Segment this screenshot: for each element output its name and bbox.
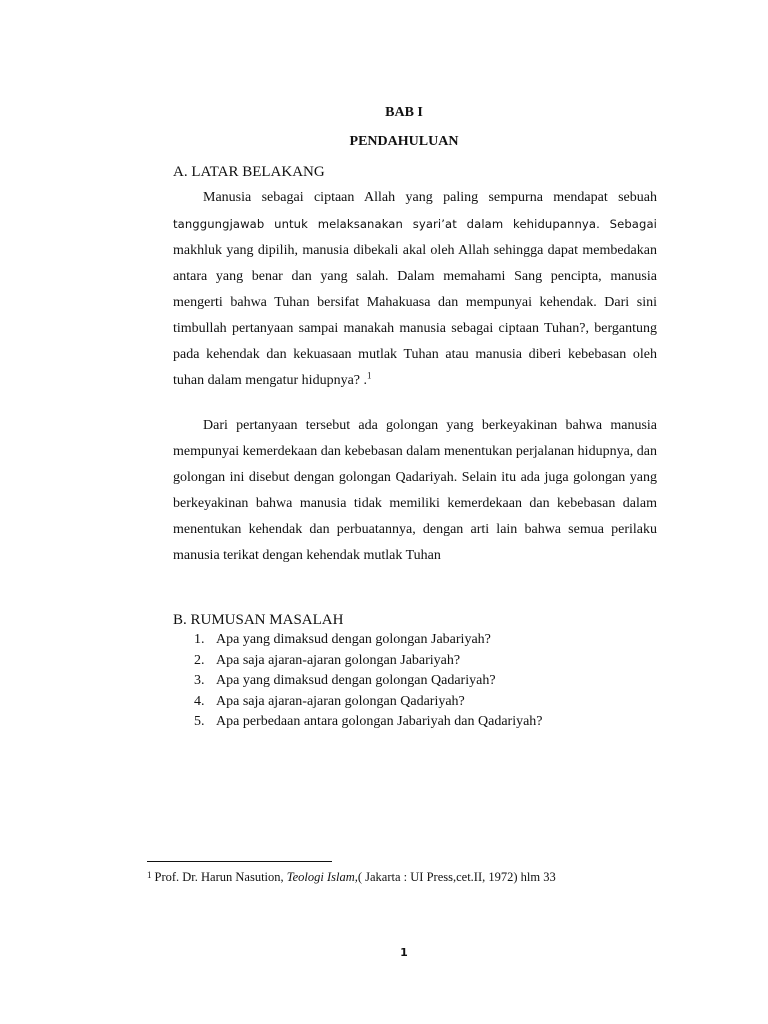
section-a-heading: A. LATAR BELAKANG (173, 164, 325, 180)
list-item-text: Apa saja ajaran-ajaran golongan Qadariyah? (216, 693, 465, 709)
paragraph-1 (173, 185, 657, 394)
footnote-title: Teologi Islam, (286, 870, 358, 884)
list-item (194, 712, 543, 733)
list-item-text: Apa perbedaan antara golongan Jabariyah dan Qadariyah? (216, 714, 543, 729)
list-item-text: Apa saja ajaran-ajaran golongan Jabariyah? (216, 652, 461, 668)
list-item-number: 1. (194, 632, 205, 647)
paragraph-2-text: Dari pertanyaan tersebut ada golongan yang berkeyakinan bahwa manusia mempunyai kemerdekaan dan kebebasan dalam menentukan perjalanan hidupnya, dan golongan ini disebut dengan golongan Qadariyah. Selain itu ada juga golongan yang berkeyakinan bahwa manusia tidak memiliki kemerdekaan dan kebebasan dalam menentukan kehendak dan perbuatannya, dengan arti lain bahwa semua perilaku manusia terikat dengan kehendak mutlak Tuhan (173, 418, 657, 563)
list-item-number: 5. (194, 714, 205, 729)
footnote (147, 870, 556, 885)
list-item-number: 4. (194, 693, 205, 709)
paragraph-1-mono-line: tanggungjawab untuk melaksanakan syari’at dalam kehidupannya. Sebagai (173, 217, 657, 231)
footnote-divider (147, 861, 332, 862)
section-b-heading: B. RUMUSAN MASALAH (173, 612, 344, 628)
footnote-reference: 1 (367, 370, 372, 381)
footnote-publication: ( Jakarta : UI Press,cet.II, 1972) hlm 33 (357, 870, 556, 884)
paragraph-1-start: Manusia sebagai ciptaan Allah yang paling sempurna mendapat sebuah (203, 190, 657, 205)
list-item-number: 3. (194, 673, 205, 688)
list-item-number: 2. (194, 652, 205, 668)
paragraph-2 (173, 413, 657, 569)
page-number: 1 (400, 946, 408, 959)
paragraph-1-rest: makhluk yang dipilih, manusia dibekali akal oleh Allah sehingga dapat membedakan antara yang benar dan yang salah. Dalam memahami Sang pencipta, manusia mengerti bahwa Tuhan bersifat Mahakuasa dan mempunyai kehendak. Dari sini timbullah pertanyaan sampai manakah manusia sebagai ciptaan Tuhan?, bergantung pada kehendak dan kekuasaan mutlak Tuhan atau manusia diberi kebebasan oleh tuhan dalam mengatur hidupnya? . (173, 243, 657, 388)
footnote-author: Prof. Dr. Harun Nasution, (154, 870, 287, 884)
problem-list (194, 630, 543, 733)
list-item (194, 651, 543, 672)
list-item-text: Apa yang dimaksud dengan golongan Jabariyah? (216, 632, 491, 647)
chapter-number: BAB I (385, 105, 423, 120)
footnote-mark: 1 (147, 870, 152, 880)
chapter-title: PENDAHULUAN (349, 134, 459, 149)
list-item (194, 671, 543, 692)
list-item (194, 630, 543, 651)
list-item-text: Apa yang dimaksud dengan golongan Qadariyah? (216, 673, 496, 688)
list-item (194, 692, 543, 713)
